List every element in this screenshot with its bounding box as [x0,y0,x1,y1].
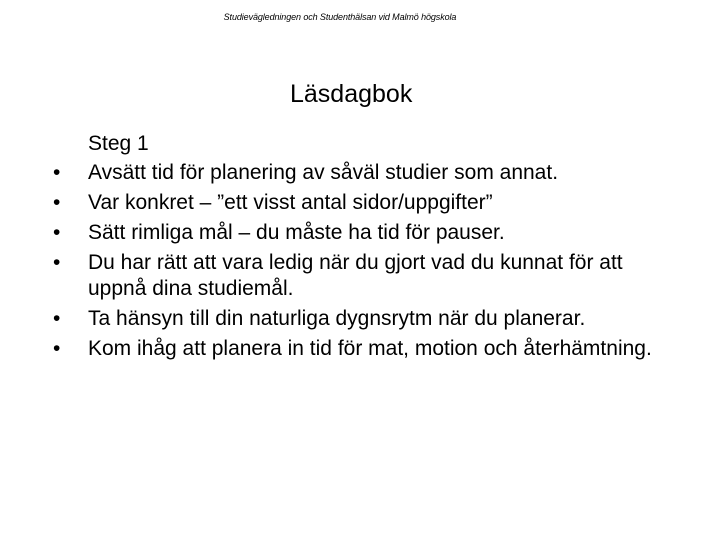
bullet-item [52,220,672,246]
bullet-text: Var konkret – ”ett visst antal sidor/uppgifter” [88,191,493,214]
bullet-item [52,250,672,302]
bullet-text: Du har rätt att vara ledig när du gjort vad du kunnat för att uppnå dina studiemål. [88,251,623,300]
slide-body [52,131,672,366]
bullet-text: Ta hänsyn till din naturliga dygnsrytm när du planerar. [88,307,586,330]
step-heading: Steg 1 [88,132,149,155]
slide-title: Läsdagbok [290,80,413,108]
bullet-dot-icon: • [53,251,61,274]
header-note: Studievägledningen och Studenthälsan vid Malmö högskola [223,12,457,22]
bullet-item [52,336,672,362]
bullet-dot-icon: • [53,161,61,184]
bullet-text: Avsätt tid för planering av såväl studier som annat. [88,161,559,184]
bullet-item [52,160,672,186]
bullet-text: Kom ihåg att planera in tid för mat, motion och återhämtning. [88,337,652,360]
bullet-dot-icon: • [53,337,61,360]
bullet-dot-icon: • [53,221,61,244]
bullet-dot-icon: • [53,191,61,214]
bullet-list [52,160,672,362]
bullet-dot-icon: • [53,307,61,330]
bullet-item [52,190,672,216]
bullet-text: Sätt rimliga mål – du måste ha tid för pauser. [88,221,505,244]
bullet-item [52,306,672,332]
